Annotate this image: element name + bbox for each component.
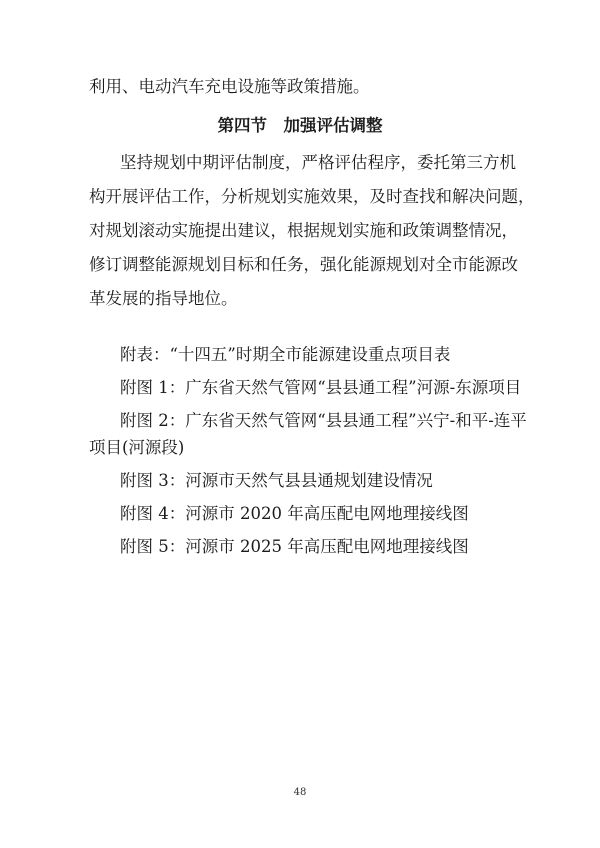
paragraph-line: 革发展的指导地位。 bbox=[89, 289, 238, 308]
intro-line: 利用、电动汽车充电设施等政策措施。 bbox=[89, 77, 370, 96]
attachment-figure-2: 附图 2：广东省天然气管网“县县通工程”兴宁-和平-连平 bbox=[120, 411, 527, 430]
paragraph-line: 修订调整能源规划目标和任务，强化能源规划对全市能源改 bbox=[89, 255, 518, 274]
section-heading: 第四节 加强评估调整 bbox=[217, 116, 383, 135]
paragraph-line: 构开展评估工作，分析规划实施效果，及时查找和解决问题， bbox=[89, 187, 535, 206]
paragraph-line: 对规划滚动实施提出建议，根据规划实施和政策调整情况， bbox=[89, 221, 518, 240]
attachment-figure-2-continued: 项目(河源段) bbox=[89, 438, 185, 457]
attachment-figure-5: 附图 5：河源市 2025 年高压配电网地理接线图 bbox=[120, 537, 469, 556]
attachment-figure-1: 附图 1：广东省天然气管网“县县通工程”河源-东源项目 bbox=[120, 378, 522, 397]
paragraph-line: 坚持规划中期评估制度，严格评估程序，委托第三方机 bbox=[120, 153, 516, 172]
attachment-table: 附表：“十四五”时期全市能源建设重点项目表 bbox=[120, 345, 451, 364]
attachment-figure-4: 附图 4：河源市 2020 年高压配电网地理接线图 bbox=[120, 504, 469, 523]
attachment-figure-3: 附图 3：河源市天然气县县通规划建设情况 bbox=[120, 471, 433, 490]
page-number: 48 bbox=[293, 787, 307, 798]
